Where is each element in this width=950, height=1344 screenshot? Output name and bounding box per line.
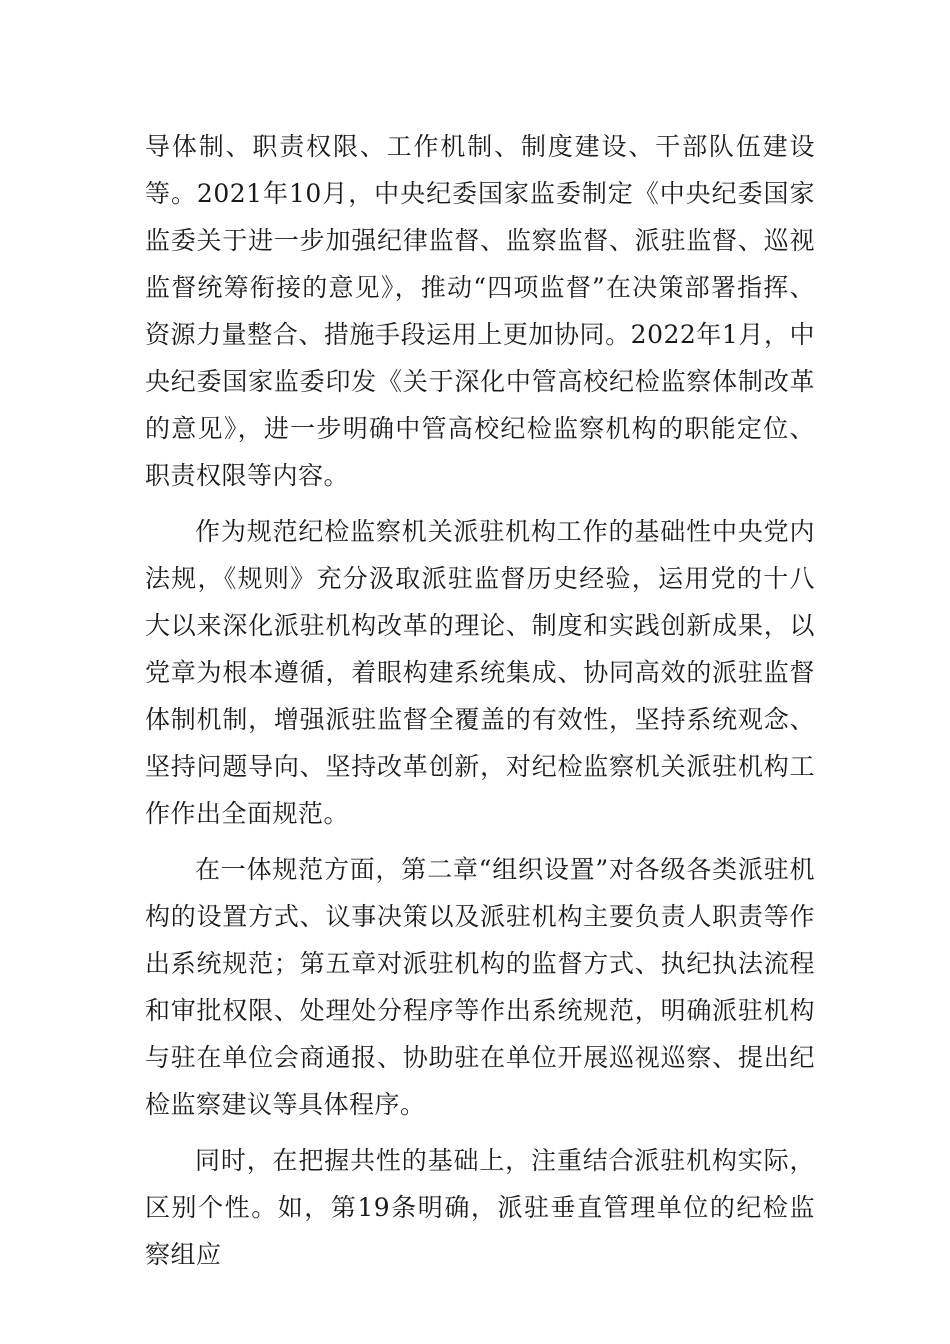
paragraph-2: 作为规范纪检监察机关派驻机构工作的基础性中央党内法规，《规则》充分汲取派驻监督历史经验，运用党的十八大以来深化派驻机构改革的理论、制度和实践创新成果，以党章为根本遵循，着眼构建系统集成、协同高效的派驻监督体制机制，增强派驻监督全覆盖的有效性，坚持系统观念、坚持问题导向、坚持改革创新，对纪检监察机关派驻机构工作作出全面规范。 xyxy=(145,517,815,828)
document-body xyxy=(145,123,815,1278)
paragraph-gap xyxy=(145,1128,815,1137)
paragraph-gap xyxy=(145,837,815,846)
paragraph-gap xyxy=(145,499,815,508)
paragraph-1: 导体制、职责权限、工作机制、制度建设、干部队伍建设等。2021年10月，中央纪委国家监委制定《中央纪委国家监委关于进一步加强纪律监督、监察监督、派驻监督、巡视监督统筹衔接的意见》，推动“四项监督”在决策部署指挥、资源力量整合、措施手段运用上更加协同。2022年1月，中央纪委国家监委印发《关于深化中管高校纪检监察体制改革的意见》，进一步明确中管高校纪检监察机构的职能定位、职责权限等内容。 xyxy=(145,132,815,490)
paragraph-4: 同时，在把握共性的基础上，注重结合派驻机构实际，区别个性。如，第19条明确，派驻垂直管理单位的纪检监察组应 xyxy=(145,1146,815,1269)
paragraph-3: 在一体规范方面，第二章“组织设置”对各级各类派驻机构的设置方式、议事决策以及派驻机构主要负责人职责等作出系统规范；第五章对派驻机构的监督方式、执纪执法流程和审批权限、处理处分程序等作出系统规范，明确派驻机构与驻在单位会商通报、协助驻在单位开展巡视巡察、提出纪检监察建议等具体程序。 xyxy=(145,855,815,1119)
